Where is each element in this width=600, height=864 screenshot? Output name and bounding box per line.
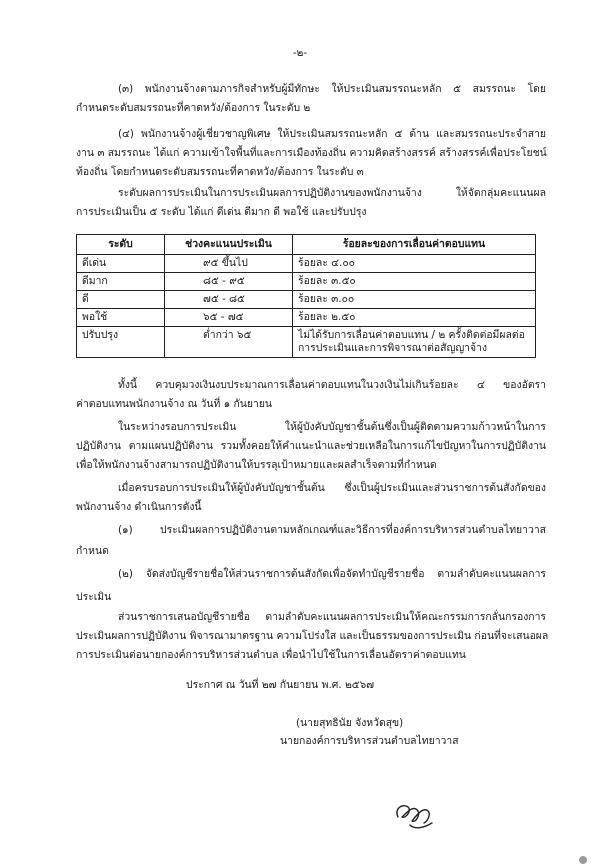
- item-4-line-3: ท้องถิ่น โดยกำหนดระดับสมรรถนะที่คาดหวัง/ต้องการ ในระดับ ๓: [76, 166, 364, 178]
- level-cell: ดี: [77, 291, 165, 309]
- budget-line-1: ทั้งนี้ ควบคุมวงเงินงบประมาณการเลื่อนค่าตอบแทนในวงเงินไม่เกินร้อยละ ๔ ของอัตรา: [118, 379, 546, 391]
- announcement-date: ประกาศ ณ วันที่ ๒๗ กันยายน พ.ศ. ๒๕๖๗: [186, 679, 375, 691]
- range-cell: ต่ำกว่า ๖๕: [165, 327, 293, 358]
- step-2-line-2: ประเมิน: [76, 591, 112, 603]
- compensation-table: [76, 234, 536, 358]
- signer-name: (นายสุทธินัย จังหวัดสุข): [296, 717, 404, 729]
- step-2-line-1: (๒) จัดส่งบัญชีรายชื่อให้ส่วนราชการต้นสังกัดเพื่อจัดทำบัญชีรายชื่อ ตามลำดับคะแนนผลการ: [118, 568, 546, 580]
- corner-mark: [579, 856, 587, 864]
- submit-line-2: ประเมินผลการปฏิบัติงาน พิจารณามาตรฐาน ความโปร่งใส และเป็นธรรมของการประเมิน ก่อนที่จะเสนอผล: [76, 630, 549, 642]
- during-line-1: ในระหว่างรอบการประเมิน ให้ผู้บังคับบัญชาชั้นต้นซึ่งเป็นผู้ติดตามความก้าวหน้าในการ: [118, 421, 546, 433]
- range-cell: ๗๕ - ๘๕: [165, 291, 293, 309]
- item-4-line-2: งาน ๓ สมรรถนะ ได้แก่ ความเข้าใจพื้นที่และการเมืองท้องถิ่น ความคิดสร้างสรรค์ สร้างสรรค์เพื่อประโยชน์: [76, 147, 547, 159]
- table-row: [77, 273, 536, 291]
- table-row: [77, 309, 536, 327]
- level-cell: ดีเด่น: [77, 255, 165, 273]
- page-number: -๒-: [292, 47, 308, 59]
- during-line-3: เพื่อให้พนักงานจ้างสามารถปฏิบัติงานให้บรรลุเป้าหมายและผลสำเร็จตามที่กำหนด: [76, 459, 437, 471]
- submit-line-3: การประเมินต่อนายกองค์การบริหารส่วนตำบล เพื่อนำไปใช้ในการเลื่อนอัตราค่าตอบแทน: [76, 649, 466, 661]
- percent-cell: [293, 327, 536, 358]
- item-3-line-1: (๓) พนักงานจ้างตามภารกิจสำหรับผู้มีทักษะ ให้ประเมินสมรรถนะหลัก ๕ สมรรถนะ โดย: [118, 83, 546, 95]
- levels-line-2: การประเมินเป็น ๕ ระดับ ได้แก่ ดีเด่น ดีมาก ดี พอใช้ และปรับปรุง: [76, 206, 367, 218]
- header-percent: ร้อยละของการเลื่อนค่าตอบแทน: [293, 235, 536, 255]
- percent-cell: ร้อยละ ๓.๐๐: [293, 291, 536, 309]
- item-3-line-2: กำหนดระดับสมรรถนะที่คาดหวัง/ต้องการ ในระดับ ๒: [76, 102, 311, 114]
- table-row: [77, 255, 536, 273]
- percent-cell: ร้อยละ ๓.๕๐: [293, 273, 536, 291]
- during-line-2: ปฏิบัติงาน ตามแผนปฏิบัติงาน รวมทั้งคอยให้คำแนะนำและช่วยเหลือในการแก้ไขปัญหาในการปฏิบัติงาน: [76, 440, 546, 452]
- level-cell: ดีมาก: [77, 273, 165, 291]
- table-row: [77, 291, 536, 309]
- percent-cell: ร้อยละ ๒.๕๐: [293, 309, 536, 327]
- signature-icon: [392, 797, 436, 833]
- level-cell: พอใช้: [77, 309, 165, 327]
- budget-line-2: ค่าตอบแทนพนักงานจ้าง ณ วันที่ ๑ กันยายน: [76, 398, 273, 410]
- table-row: [77, 327, 536, 358]
- submit-line-1: ส่วนราชการเสนอบัญชีรายชื่อ ตามลำดับคะแนนผลการประเมินให้คณะกรรมการกลั่นกรองการ: [118, 611, 546, 623]
- level-cell: ปรับปรุง: [77, 327, 165, 358]
- percent-cell: ร้อยละ ๔.๐๐: [293, 255, 536, 273]
- end-line-1: เมื่อครบรอบการประเมินให้ผู้บังคับบัญชาชั้นต้น ซึ่งเป็นผู้ประเมินและส่วนราชการต้นสังกัดของ: [118, 482, 546, 494]
- header-level: ระดับ: [77, 235, 165, 255]
- table-header-row: [77, 235, 536, 255]
- header-score-range: ช่วงคะแนนประเมิน: [165, 235, 293, 255]
- range-cell: ๘๕ - ๙๕: [165, 273, 293, 291]
- signer-title: นายกองค์การบริหารส่วนตำบลไทยาวาส: [280, 735, 459, 747]
- item-4-line-1: (๔) พนักงานจ้างผู้เชี่ยวชาญพิเศษ ให้ประเมินสมรรถนะหลัก ๕ ด้าน และสมรรถนะประจำสาย: [118, 128, 546, 140]
- percent-line-2: การประเมินและการพิจารณาต่อสัญญาจ้าง: [298, 342, 488, 354]
- levels-line-1: ระดับผลการประเมินในการประเมินผลการปฏิบัติงานของพนักงานจ้าง ให้จัดกลุ่มคะแนนผล: [118, 187, 546, 199]
- range-cell: ๙๕ ขึ้นไป: [165, 255, 293, 273]
- end-line-2: พนักงานจ้าง ดำเนินการดังนี้: [76, 501, 202, 513]
- step-1-line-2: กำหนด: [76, 545, 109, 557]
- range-cell: ๖๕ - ๗๕: [165, 309, 293, 327]
- step-1-line-1: (๑) ประเมินผลการปฏิบัติงานตามหลักเกณฑ์และวิธีการที่องค์การบริหารส่วนตำบลไทยาวาส: [118, 524, 546, 536]
- percent-line-1: ไม่ได้รับการเลื่อนค่าตอบแทน / ๒ ครั้งติดต่อมีผลต่อ: [298, 329, 525, 341]
